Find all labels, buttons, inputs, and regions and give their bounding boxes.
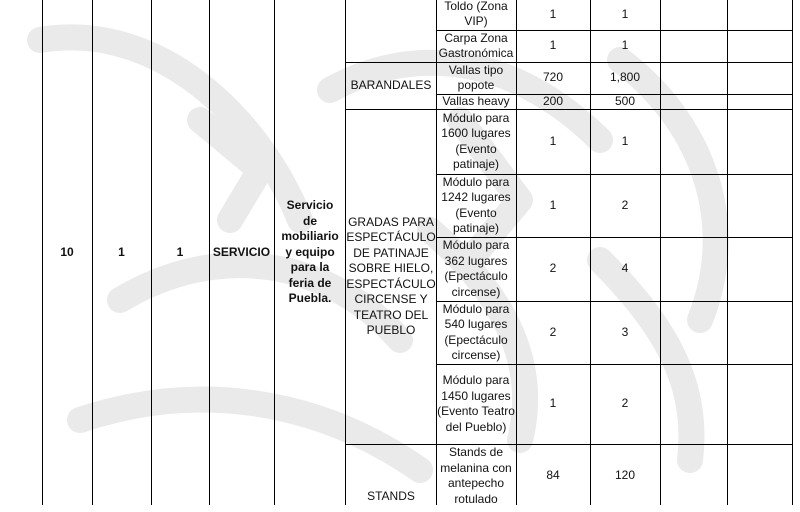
table-border <box>792 0 793 505</box>
item-name: Módulo para 1242 lugares (Evento patinaje) <box>441 174 511 235</box>
row-number: 10 <box>60 244 74 259</box>
item-min: 200 <box>542 93 564 108</box>
item-type: SERVICIO <box>212 244 271 259</box>
item-max: 1,800 <box>609 70 641 85</box>
group-number: 1 <box>118 244 125 259</box>
item-max: 1 <box>621 38 629 53</box>
item-name: Módulo para 362 lugares (Epectáculo circense) <box>442 238 510 299</box>
item-min: 720 <box>542 70 564 85</box>
item-max: 2 <box>621 396 629 411</box>
group-gradas: GRADAS PARA ESPECTÁCULO DE PATINAJE SOBRE HIELO, ESPECTÁCULO CIRCENSE Y TEATRO DEL PUEBLO <box>346 214 436 337</box>
item-max: 3 <box>621 324 629 339</box>
item-name: Toldo (Zona VIP) <box>444 0 508 28</box>
item-min: 2 <box>549 324 557 339</box>
item-max: 1 <box>621 133 629 148</box>
item-name: Módulo para 1450 lugares (Evento Teatro del Pueblo) <box>437 373 515 434</box>
item-name: Módulo para 540 lugares (Epectáculo circense) <box>442 301 510 362</box>
item-max: 2 <box>621 197 629 212</box>
item-min: 1 <box>549 133 557 148</box>
table-border <box>274 0 275 505</box>
item-max: 500 <box>614 93 636 108</box>
item-name: Vallas heavy <box>442 93 510 108</box>
item-min: 1 <box>549 7 557 22</box>
item-max: 120 <box>614 468 636 483</box>
lot-number: 1 <box>176 244 184 259</box>
table-border <box>727 0 728 505</box>
item-min: 1 <box>549 396 557 411</box>
item-max: 4 <box>621 261 629 276</box>
item-min: 1 <box>549 197 557 212</box>
item-min: 84 <box>546 468 560 483</box>
item-name: Módulo para 1600 lugares (Evento patinaje) <box>441 110 511 171</box>
service-description: Servicio de mobiliario y equipo para la feria de Puebla. <box>281 198 339 306</box>
item-name: Vallas tipo popote <box>448 62 504 92</box>
item-name: Carpa Zona Gastronómica <box>438 30 514 60</box>
table-border <box>660 0 661 505</box>
group-stands: STANDS <box>367 489 415 504</box>
item-min: 2 <box>549 261 557 276</box>
item-max: 1 <box>621 7 629 22</box>
group-barandales: BARANDALES <box>350 77 432 92</box>
item-min: 1 <box>549 38 557 53</box>
item-name: Stands de melanina con antepecho rotulado <box>440 445 512 506</box>
